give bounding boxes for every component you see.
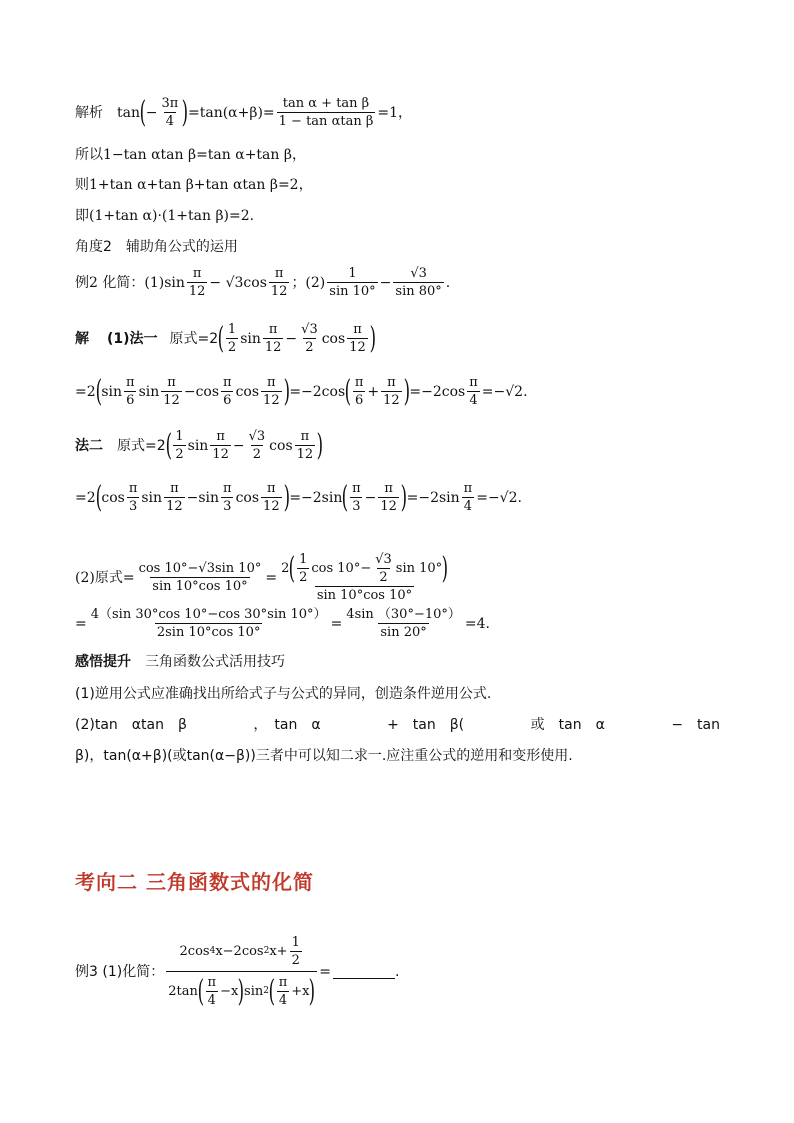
frac-den: 2 xyxy=(305,340,314,355)
fraction xyxy=(347,322,368,355)
frac-den: 4 xyxy=(278,993,288,1008)
frac-num: 1 xyxy=(291,935,300,950)
num-term: x−2cos xyxy=(215,944,264,959)
frac-num: π xyxy=(300,429,310,444)
fraction xyxy=(210,429,231,462)
frac-num xyxy=(279,552,450,586)
fraction-3pi-over-4 xyxy=(159,96,180,129)
frac-num: π xyxy=(469,375,478,390)
fraction xyxy=(261,481,282,514)
frac-den: 12 xyxy=(296,447,314,462)
eq-text: =2 xyxy=(75,383,96,400)
den-term: −x xyxy=(220,984,239,999)
fraction xyxy=(127,481,140,514)
insight-p1: (1)逆用公式应准确找出所给式子与公式的异同，创造条件逆用公式. xyxy=(75,686,492,702)
frac-den: 12 xyxy=(263,499,280,514)
frac-den: sin 10°cos 10° xyxy=(316,588,413,603)
fraction xyxy=(299,322,320,355)
frac-num: tan α + tan β xyxy=(282,96,370,111)
frac-den: 12 xyxy=(264,340,282,355)
fraction xyxy=(221,375,234,408)
paren-close: ) xyxy=(441,550,449,586)
frac-num: π xyxy=(384,481,393,496)
frac-num xyxy=(178,935,306,971)
paren-close: ) xyxy=(283,373,290,409)
frac-num: π xyxy=(216,429,225,444)
minus-sign: − xyxy=(145,104,158,121)
frac-den: sin 80° xyxy=(395,284,442,299)
frac-den: 12 xyxy=(212,447,229,462)
section-heading: 考向二 三角函数式的化简 xyxy=(75,870,314,894)
original-expr-label: 原式=2 xyxy=(117,437,166,454)
cos-text: cos xyxy=(269,437,293,454)
example2-mid2: ；(2) xyxy=(291,274,326,291)
frac-num: 1 xyxy=(175,429,184,444)
original-expr-label: 原式=2 xyxy=(169,330,219,347)
paren-close: ) xyxy=(283,479,290,515)
frac-num: π xyxy=(170,481,179,496)
frac-num: 4（sin 30°cos 10°−cos 30°sin 10°） xyxy=(90,607,327,622)
fraction xyxy=(269,266,290,299)
fraction xyxy=(462,481,475,514)
eq-text: = xyxy=(75,615,87,632)
frac-den: 4 xyxy=(165,114,174,129)
paren-open: ( xyxy=(344,373,352,409)
frac-num: π xyxy=(353,322,362,337)
paren-close: ) xyxy=(181,94,189,130)
eq-text: =2 xyxy=(75,489,96,506)
num-term: 2cos xyxy=(179,944,210,959)
frac-den: 12 xyxy=(166,499,183,514)
example3-line xyxy=(75,935,734,1008)
frac-num: 1 xyxy=(227,322,237,337)
frac-den: 4 xyxy=(463,499,473,514)
sin-term: sin 10° xyxy=(395,561,443,576)
frac-num: √3 xyxy=(375,552,392,567)
frac-num: π xyxy=(126,375,135,390)
insight-p2-item: 或 tan α xyxy=(530,717,605,733)
eq-text: =−√2. xyxy=(476,489,522,506)
fraction xyxy=(247,429,268,462)
cos-text: cos xyxy=(101,489,125,506)
paren-close: ) xyxy=(316,427,324,463)
frac-den xyxy=(166,971,317,1008)
eq-text: =−2sin xyxy=(289,489,343,506)
frac-den: 2sin 10°cos 10° xyxy=(156,625,261,640)
frac-num: π xyxy=(387,375,396,390)
frac-den: sin 10°cos 10° xyxy=(152,579,248,594)
frac-num: π xyxy=(267,481,276,496)
num-term: x+ xyxy=(269,944,288,959)
eq-text: = xyxy=(319,963,331,980)
fraction xyxy=(381,375,402,408)
solution-row-1 xyxy=(75,322,734,355)
solution-label: 解 xyxy=(75,330,89,347)
example2-end: . xyxy=(445,274,451,291)
sin-text: sin xyxy=(101,383,123,400)
insight-title-bold: 感悟提升 xyxy=(75,654,131,670)
frac-den: 12 xyxy=(383,393,400,408)
frac-num: π xyxy=(274,266,284,281)
analysis-tan: tan xyxy=(117,104,140,121)
frac-num: 1 xyxy=(348,266,357,281)
exponent: 2 xyxy=(263,946,270,956)
example2-lead: 例2 化简：(1)sin xyxy=(75,274,185,291)
paren-open: ( xyxy=(139,94,147,130)
minus-sign: − xyxy=(379,274,392,291)
minus-sign: − xyxy=(232,437,245,454)
sin-text: sin xyxy=(141,489,163,506)
frac-den: 1 − tan αtan β xyxy=(278,114,374,129)
frac-num: 4sin （30°−10°） xyxy=(346,607,461,622)
frac-den: 2 xyxy=(379,570,388,585)
eq-text: =−2sin xyxy=(406,489,460,506)
exponent: 2 xyxy=(263,986,269,996)
minus-sign: − xyxy=(364,489,377,506)
frac-den: 12 xyxy=(263,393,280,408)
paren-open: ( xyxy=(165,427,172,463)
frac-den: 12 xyxy=(270,284,288,299)
den-term: 2tan xyxy=(168,984,198,999)
sin-text: sin xyxy=(240,330,261,347)
cos-text: cos xyxy=(321,330,346,347)
fraction xyxy=(353,375,366,408)
insight-p3: β)，tan(α+β)(或tan(α−β))三者中可以知二求一.应注重公式的逆用和变形使用. xyxy=(75,748,573,764)
fraction xyxy=(187,266,208,299)
frac-den: 2 xyxy=(227,340,237,355)
frac-num: π xyxy=(278,975,288,990)
fraction xyxy=(173,429,185,462)
fraction-tan-sum xyxy=(277,96,376,129)
sin-text: sin xyxy=(198,489,220,506)
fraction xyxy=(221,481,234,514)
frac-den: 6 xyxy=(223,393,232,408)
cos-term: cos 10°− xyxy=(311,561,372,576)
solution-row-3 xyxy=(75,429,734,462)
solution-row-4 xyxy=(75,481,734,514)
fraction xyxy=(277,975,290,1008)
eq-text: =−√2. xyxy=(481,383,528,400)
fraction xyxy=(206,975,219,1008)
fraction xyxy=(297,552,309,585)
fraction xyxy=(295,429,316,462)
example2-mid1: − √3cos xyxy=(209,274,267,291)
insight-p2-item: ， tan α xyxy=(253,717,321,733)
minus-sign: − xyxy=(183,383,196,400)
frac-num: π xyxy=(267,375,276,390)
method-two-label: 法二 xyxy=(75,437,103,454)
paren-open: ( xyxy=(341,479,349,515)
frac-num: π xyxy=(354,375,364,390)
analysis-label: 解析 xyxy=(75,104,103,121)
eq-text: =−2cos xyxy=(409,383,466,400)
fraction xyxy=(164,481,185,514)
frac-den: 2 xyxy=(175,447,184,462)
frac-num: π xyxy=(463,481,473,496)
frac-den: 3 xyxy=(223,499,232,514)
part2-label: (2)原式= xyxy=(75,569,135,586)
insight-title-rest: 三角函数公式活用技巧 xyxy=(131,654,285,670)
frac-num: √3 xyxy=(248,429,266,444)
fraction xyxy=(327,266,377,299)
frac-num: 3π xyxy=(161,96,179,111)
paren-open: ( xyxy=(197,973,204,1009)
example3-end: . xyxy=(394,963,400,980)
minus-sign: − xyxy=(186,489,199,506)
frac-num: π xyxy=(128,481,138,496)
fraction xyxy=(373,552,394,585)
analysis-line-1 xyxy=(75,96,734,129)
paren-close: ) xyxy=(237,973,245,1009)
fraction xyxy=(161,375,182,408)
frac-den: 12 xyxy=(188,284,206,299)
fraction xyxy=(378,481,399,514)
paren-close: ) xyxy=(369,320,376,356)
frac-den: 12 xyxy=(380,499,397,514)
frac-num: π xyxy=(268,322,278,337)
method-one-label: (1)法一 xyxy=(107,330,158,347)
angle2-title: 角度2 辅助角公式的运用 xyxy=(75,239,238,255)
fraction xyxy=(124,375,137,408)
frac-num: π xyxy=(223,375,232,390)
fraction xyxy=(261,375,282,408)
fraction xyxy=(89,607,329,640)
den-term: +x xyxy=(291,984,310,999)
frac-num: π xyxy=(192,266,202,281)
analysis-eq: =tan(α+β)= xyxy=(188,104,275,121)
frac-num: 1 xyxy=(299,552,308,567)
fraction xyxy=(290,935,302,968)
eq-text: = xyxy=(330,615,343,632)
fraction xyxy=(226,322,238,355)
paren-open: ( xyxy=(268,973,276,1009)
fraction xyxy=(263,322,284,355)
analysis-line-2: 所以1−tan αtan β=tan α+tan β， xyxy=(75,147,306,163)
frac-den: 6 xyxy=(354,393,364,408)
answer-blank[interactable] xyxy=(333,964,395,979)
frac-den: 12 xyxy=(349,340,366,355)
cos-text: cos xyxy=(235,383,260,400)
frac-den: 12 xyxy=(163,393,180,408)
sin-text: sin xyxy=(138,383,160,400)
part2-row-1 xyxy=(75,552,734,603)
paren-open: ( xyxy=(95,479,102,515)
insight-p2-item: + tan β( xyxy=(387,717,465,733)
insight-p2-item: (2)tan αtan β xyxy=(75,717,187,733)
eq-text: =−2cos xyxy=(289,383,346,400)
insight-p2-item: − tan xyxy=(671,717,720,733)
frac-den: 4 xyxy=(469,393,478,408)
fraction xyxy=(344,607,463,640)
paren-close: ) xyxy=(400,479,407,515)
coef-two: 2 xyxy=(281,561,290,576)
cos-text: cos xyxy=(235,489,260,506)
analysis-end: =1， xyxy=(377,104,412,121)
insight-title xyxy=(75,652,734,672)
exponent: 4 xyxy=(209,946,216,956)
frac-den: 2 xyxy=(299,570,308,585)
frac-den: sin 10° xyxy=(329,284,376,299)
frac-den: sin 20° xyxy=(380,625,427,640)
fraction xyxy=(467,375,480,408)
den-term: sin xyxy=(244,984,264,999)
minus-sign: − xyxy=(285,330,298,347)
eq-text: = xyxy=(265,569,278,586)
frac-den: 4 xyxy=(207,993,216,1008)
fraction xyxy=(393,266,443,299)
solution-row-2 xyxy=(75,375,734,408)
analysis-line-4: 即(1+tan α)·(1+tan β)=2. xyxy=(75,208,255,224)
frac-den: 2 xyxy=(291,953,300,968)
example3-lead: 例3 (1)化简： xyxy=(75,963,165,980)
paren-close: ) xyxy=(309,973,316,1009)
frac-den: 3 xyxy=(128,499,138,514)
frac-den: 2 xyxy=(252,447,262,462)
paren-open: ( xyxy=(288,550,296,586)
plus-sign: + xyxy=(367,383,380,400)
fraction-big xyxy=(279,552,450,603)
frac-den: 6 xyxy=(126,393,135,408)
fraction-big xyxy=(166,935,317,1008)
part2-row-2 xyxy=(75,607,734,640)
frac-num: π xyxy=(167,375,176,390)
example2-line xyxy=(75,266,734,299)
frac-num: π xyxy=(207,975,217,990)
eq-text: =4. xyxy=(464,615,490,632)
paren-open: ( xyxy=(217,320,225,356)
frac-num: π xyxy=(223,481,232,496)
frac-num: cos 10°−√3sin 10° xyxy=(138,561,262,576)
frac-num: √3 xyxy=(301,322,318,337)
paren-open: ( xyxy=(95,373,102,409)
paren-close: ) xyxy=(403,373,410,409)
insight-p2 xyxy=(75,715,720,735)
frac-num: π xyxy=(352,481,361,496)
fraction xyxy=(350,481,363,514)
fraction xyxy=(137,561,264,594)
cos-text: cos xyxy=(195,383,220,400)
frac-num: √3 xyxy=(410,266,427,281)
sin-text: sin xyxy=(187,437,209,454)
analysis-line-3: 则1+tan α+tan β+tan αtan β=2， xyxy=(75,177,313,193)
frac-den: 3 xyxy=(352,499,361,514)
